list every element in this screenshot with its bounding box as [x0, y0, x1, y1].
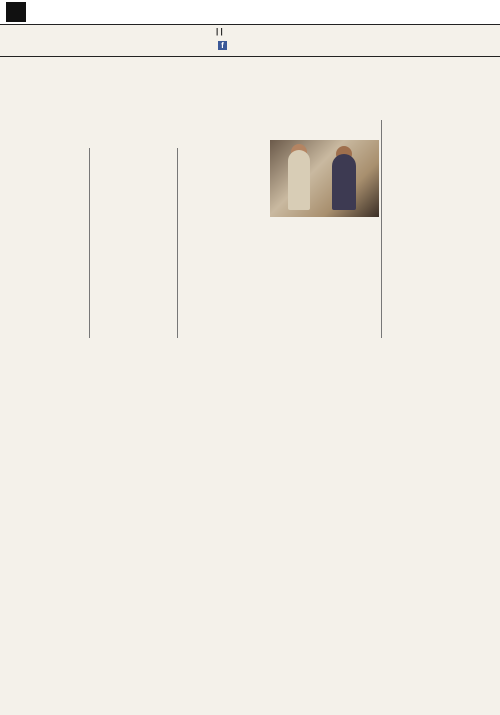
- column-divider: [177, 148, 178, 338]
- column-divider: [89, 148, 90, 338]
- masthead: [0, 0, 500, 25]
- follow-us-bar: [216, 41, 229, 50]
- column-divider: [381, 120, 382, 338]
- article-photo: [270, 140, 379, 217]
- facebook-icon: f: [218, 41, 227, 50]
- article-col-1: [4, 148, 86, 338]
- article-col-4: [270, 220, 376, 338]
- header-divider: [0, 56, 500, 57]
- article-col-2: [92, 148, 174, 338]
- dateline: | |: [216, 27, 223, 36]
- article-col-3: [180, 148, 264, 338]
- page-number: [6, 2, 26, 22]
